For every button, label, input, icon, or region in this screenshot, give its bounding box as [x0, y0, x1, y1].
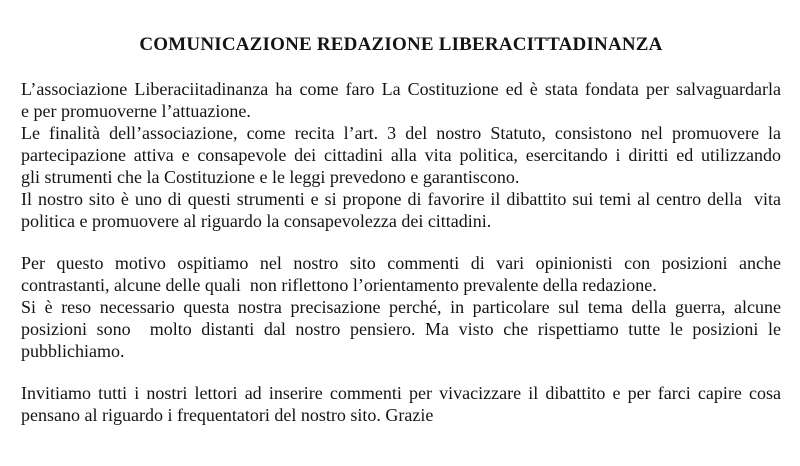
text-line: gli strumenti che la Costituzione e le leggi prevedono e garantiscono. [21, 167, 520, 187]
paragraph-block-3 [21, 382, 781, 426]
paragraph-block-2 [21, 252, 781, 362]
text-line: politica e promuovere al riguardo la consapevolezza dei cittadini. [21, 211, 492, 231]
text-line: Per questo motivo ospitiamo nel nostro sito commenti di vari opinionisti con posizioni anche [21, 253, 781, 273]
text-line: L’associazione Liberaciitadinanza ha come faro La Costituzione ed è stata fondata per salvaguardarla [21, 79, 781, 99]
text-line: pubblichiamo. [21, 341, 125, 361]
document-title: COMUNICAZIONE REDAZIONE LIBERACITTADINANZA [139, 34, 663, 55]
paragraph-block-1 [21, 78, 781, 232]
text-line: pensano al riguardo i frequentatori del nostro sito. Grazie [21, 405, 434, 425]
text-line: e per promuoverne l’attuazione. [21, 101, 251, 121]
text-line: Le finalità dell’associazione, come recita l’art. 3 del nostro Statuto, consistono nel promuovere la [21, 123, 781, 143]
text-line: posizioni sono molto distanti dal nostro pensiero. Ma visto che rispettiamo tutte le posizioni le [21, 319, 781, 339]
text-line: Invitiamo tutti i nostri lettori ad inserire commenti per vivacizzare il dibattito e per farci capire cosa [21, 383, 781, 403]
text-line: Il nostro sito è uno di questi strumenti e si propone di favorire il dibattito sui temi al centro della vita [21, 189, 781, 209]
text-line: Si è reso necessario questa nostra precisazione perché, in particolare sul tema della guerra, alcune [21, 297, 781, 317]
text-line: contrastanti, alcune delle quali non riflettono l’orientamento prevalente della redazione. [21, 275, 657, 295]
text-line: partecipazione attiva e consapevole dei cittadini alla vita politica, esercitando i diritti ed utilizzando [21, 145, 781, 165]
